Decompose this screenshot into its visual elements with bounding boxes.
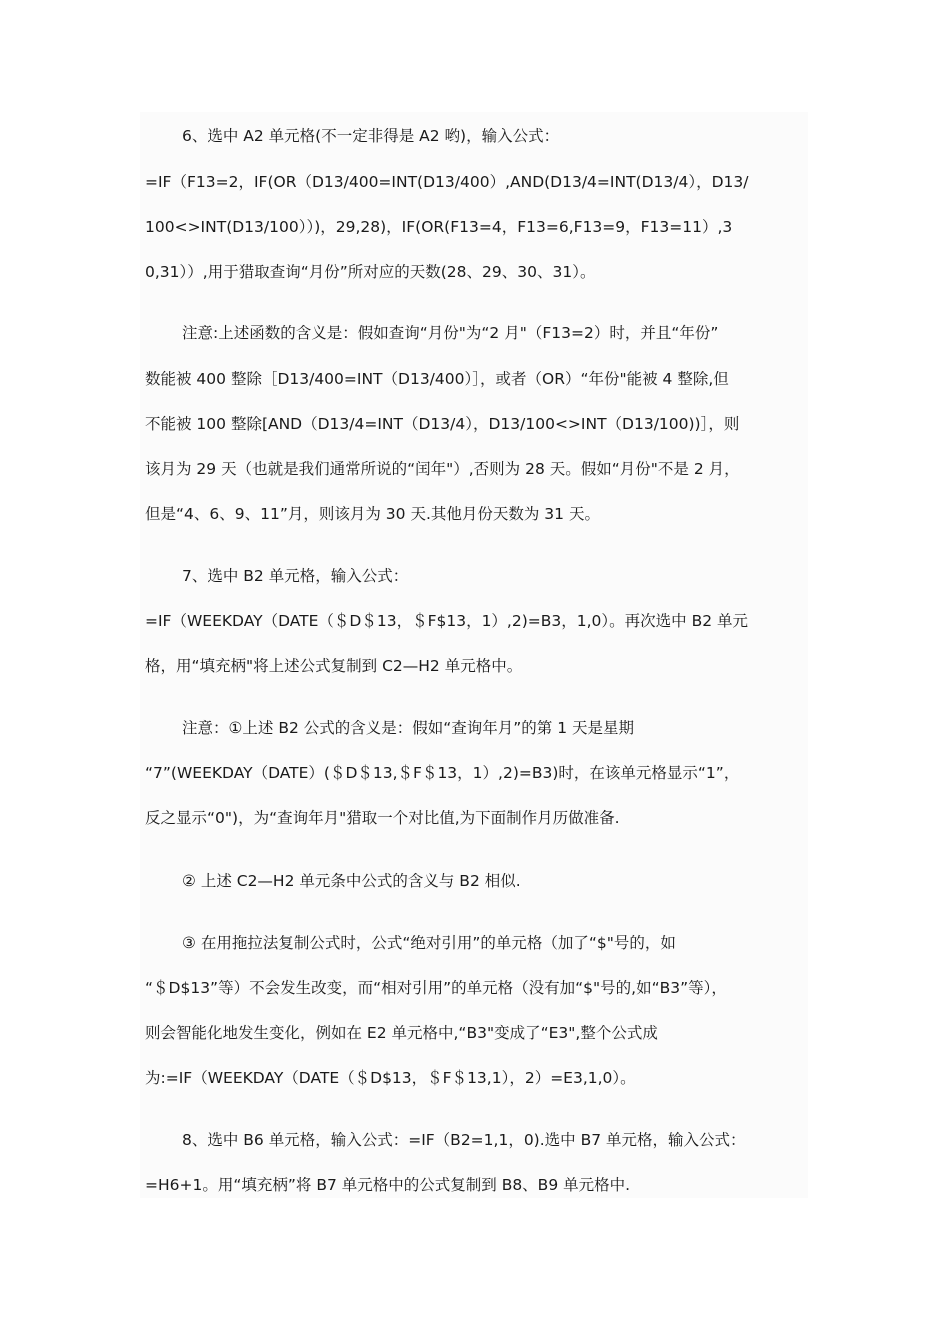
- paragraph-note-1-line-4: 该月为 29 天（也就是我们通常所说的“闰年"）,否则为 28 天。假如“月份"不是 2 月，: [145, 460, 740, 478]
- paragraph-note-1-line-1: 注意:上述函数的含义是：假如查询“月份"为“2 月"（F13=2）时，并且“年份”: [182, 324, 719, 342]
- paragraph-note-2-line-1: 注意：①上述 B2 公式的含义是：假如“查询年月”的第 1 天是星期: [182, 719, 635, 737]
- paragraph-note-1-line-3: 不能被 100 整除[AND（D13/4=INT（D13/4），D13/100<>INT（D13/100))］，则: [145, 415, 740, 433]
- paragraph-step-7-line-1: 7、选中 B2 单元格，输入公式：: [182, 567, 409, 585]
- paragraph-note-2-item-3-line-1: ③ 在用拖拉法复制公式时，公式“绝对引用”的单元格（加了“$"号的，如: [182, 934, 676, 952]
- paragraph-note-2-item-2: ② 上述 C2—H2 单元条中公式的含义与 B2 相似.: [182, 872, 521, 890]
- paragraph-step-8-line-1: 8、选中 B6 单元格，输入公式：=IF（B2=1,1，0).选中 B7 单元格，输入公式：: [182, 1131, 746, 1149]
- paragraph-step-8-line-2: =H6+1。用“填充柄”将 B7 单元格中的公式复制到 B8、B9 单元格中.: [145, 1176, 631, 1194]
- paragraph-note-2-item-3-line-4: 为:=IF（WEEKDAY（DATE（＄D$13，＄F＄13,1），2）=E3,1,0）。: [145, 1069, 636, 1087]
- paragraph-note-1-line-2: 数能被 400 整除［D13/400=INT（D13/400）］，或者（OR）“年份"能被 4 整除,但: [145, 370, 729, 388]
- paragraph-step-6-line-3: 100<>INT(D13/100））)，29,28)，IF(OR(F13=4，F13=6,F13=9，F13=11）,3: [145, 218, 733, 236]
- paragraph-step-6-line-2: =IF（F13=2，IF(OR（D13/400=INT(D13/400）,AND(D13/4=INT(D13/4），D13/: [145, 173, 749, 191]
- paragraph-step-7-line-3: 格，用“填充柄"将上述公式复制到 C2—H2 单元格中。: [145, 657, 523, 675]
- paragraph-note-2-line-2: “7”(WEEKDAY（DATE）(＄D＄13,＄F＄13，1）,2)=B3)时，在该单元格显示“1”，: [145, 764, 740, 782]
- paragraph-note-2-line-3: 反之显示“0")，为“查询年月"猎取一个对比值,为下面制作月历做准备.: [145, 809, 620, 827]
- paragraph-step-7-line-2: =IF（WEEKDAY（DATE（＄D＄13，＄F$13，1）,2)=B3，1,0）。再次选中 B2 单元: [145, 612, 748, 630]
- paragraph-note-2-item-3-line-3: 则会智能化地发生变化，例如在 E2 单元格中,“B3"变成了“E3",整个公式成: [145, 1024, 658, 1042]
- paragraph-step-6-line-4: 0,31））,用于猎取查询“月份”所对应的天数(28、29、30、31）。: [145, 263, 596, 281]
- paragraph-step-6-line-1: 6、选中 A2 单元格(不一定非得是 A2 哟)，输入公式：: [182, 127, 560, 145]
- paragraph-note-1-line-5: 但是“4、6、9、11”月，则该月为 30 天.其他月份天数为 31 天。: [145, 505, 600, 523]
- paragraph-note-2-item-3-line-2: “＄D$13”等）不会发生改变，而“相对引用”的单元格（没有加“$"号的,如“B3”等），: [145, 979, 727, 997]
